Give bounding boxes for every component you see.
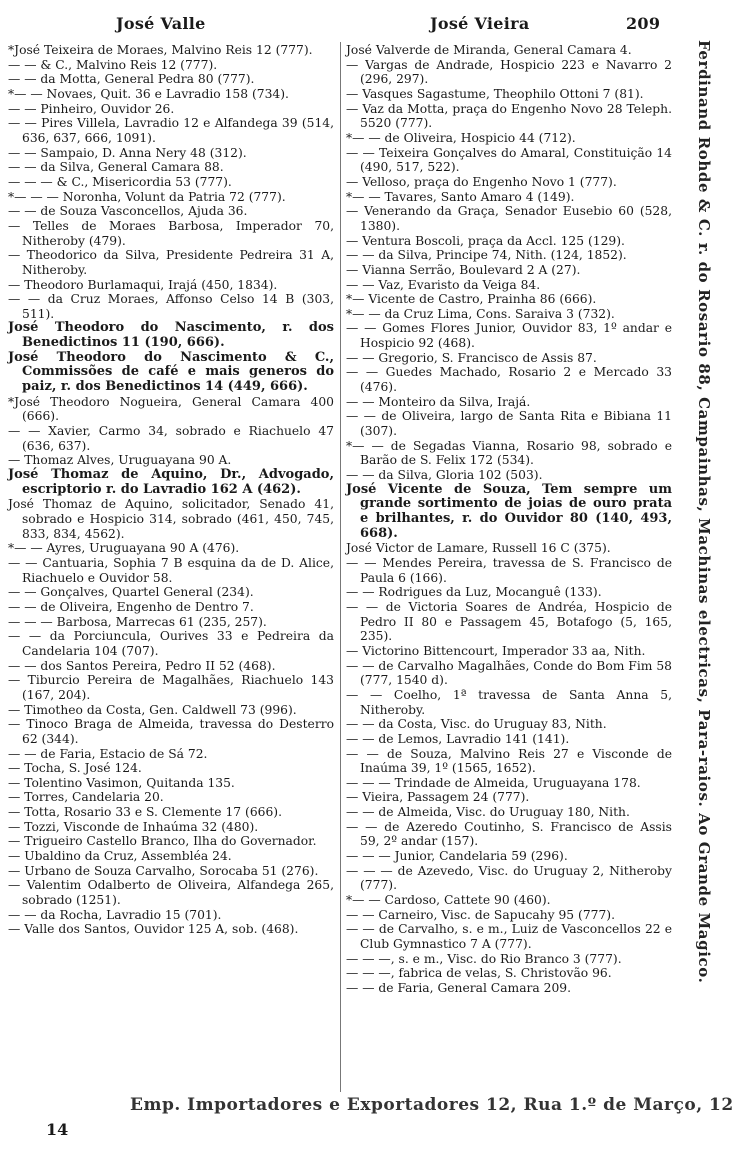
directory-entry: — — de Carvalho Magalhães, Conde do Bom Fim 58 (777, 1540 d). — [346, 658, 672, 688]
directory-entry: — Valentim Odalberto de Oliveira, Alfandega 265, sobrado (1251). — [8, 878, 334, 908]
directory-entry: — — Monteiro da Silva, Irajá. — [346, 394, 531, 409]
directory-entry: — — dos Santos Pereira, Pedro II 52 (468). — [8, 658, 276, 673]
directory-entry: — — & C., Malvino Reis 12 (777). — [8, 57, 218, 72]
directory-entry: — Torres, Candelaria 20. — [8, 790, 164, 805]
directory-entry: — — Mendes Pereira, travessa de S. Francisco de Paula 6 (166). — [346, 555, 672, 585]
directory-entry: — — Guedes Machado, Rosario 2 e Mercado 33 (476). — [346, 365, 672, 395]
directory-entry: — — —, fabrica de velas, S. Christovão 96. — [346, 966, 612, 981]
directory-entry: — — de Oliveira, Engenho de Dentro 7. — [8, 599, 254, 614]
directory-entry: *— — Novaes, Quit. 36 e Lavradio 158 (734). — [8, 86, 289, 101]
directory-entry: — — de Souza Vasconcellos, Ajuda 36. — [8, 204, 248, 219]
directory-entry: — — de Azeredo Coutinho, S. Francisco de Assis 59, 2º andar (157). — [346, 819, 672, 849]
left-column — [8, 43, 334, 937]
directory-entry: — Velloso, praça do Engenho Novo 1 (777). — [346, 174, 617, 189]
directory-entry: — — Cantuaria, Sophia 7 B esquina da de D. Alice, Riachuelo e Ouvidor 58. — [8, 555, 334, 585]
directory-entry: — — Pires Villela, Lavradio 12 e Alfandega 39 (514, 636, 637, 666, 1091). — [8, 116, 334, 145]
directory-entry: — — da Rocha, Lavradio 15 (701). — [8, 907, 222, 922]
directory-entry: — — de Oliveira, largo de Santa Rita e Bibiana 11 (307). — [346, 409, 672, 439]
directory-entry: — Vieira, Passagem 24 (777). — [346, 790, 530, 805]
directory-entry: — — —, s. e m., Visc. do Rio Branco 3 (777). — [346, 951, 622, 966]
directory-entry: *— — Cardoso, Cattete 90 (460). — [346, 893, 551, 908]
directory-entry: — — — de Azevedo, Visc. do Uruguay 2, Nitheroby (777). — [346, 863, 672, 893]
directory-entry: — — Pinheiro, Ouvidor 26. — [8, 101, 175, 116]
directory-entry: *— — — Noronha, Volunt da Patria 72 (777). — [8, 189, 286, 204]
side-advertisement — [676, 40, 732, 1090]
directory-entry: — Vaz da Motta, praça do Engenho Novo 28 Teleph. 5520 (777). — [346, 101, 672, 131]
header-right-name: José Vieira — [430, 14, 530, 33]
directory-entry: — Urbano de Souza Carvalho, Sorocaba 51 (276). — [8, 863, 319, 878]
directory-entry: — — Vaz, Evaristo da Veiga 84. — [346, 277, 541, 292]
directory-entry: — — da Silva, General Camara 88. — [8, 160, 224, 175]
directory-entry: — — da Motta, General Pedra 80 (777). — [8, 72, 255, 87]
directory-entry: — Ubaldino da Cruz, Assembléa 24. — [8, 849, 232, 864]
directory-entry: — — da Silva, Gloria 102 (503). — [346, 468, 543, 483]
directory-entry: — — da Cruz Moraes, Affonso Celso 14 B (303, 511). — [8, 292, 334, 321]
directory-entry: *José Theodoro Nogueira, General Camara 400 (666). — [8, 394, 334, 424]
directory-entry: José Theodoro do Nascimento, r. dos Benedictinos 11 (190, 666). — [8, 320, 334, 351]
directory-entry: — — de Victoria Soares de Andréa, Hospicio de Pedro II 80 e Passagem 45, Botafogo (5, 165, 235). — [346, 599, 672, 644]
directory-entry: — Totta, Rosario 33 e S. Clemente 17 (666). — [8, 805, 282, 820]
directory-entry: — Theodoro Burlamaqui, Irajá (450, 1834). — [8, 277, 278, 292]
directory-entry: — — Gregorio, S. Francisco de Assis 87. — [346, 350, 597, 365]
directory-entry: — Timotheo da Costa, Gen. Caldwell 73 (996). — [8, 702, 297, 717]
directory-entry: José Vicente de Souza, Tem sempre um grande sortimento de joias de ouro prata e brilhantes, r. do Ouvidor 80 (140, 493, 668). — [346, 481, 672, 541]
column-divider — [340, 42, 341, 1092]
directory-entry: — — Carneiro, Visc. de Sapucahy 95 (777). — [346, 907, 616, 922]
directory-entry: — — Teixeira Gonçalves do Amaral, Constituição 14 (490, 517, 522). — [346, 145, 672, 175]
directory-entry: — Theodorico da Silva, Presidente Pedreira 31 A, Nitheroby. — [8, 248, 334, 277]
directory-entry: — — de Faria, Estacio de Sá 72. — [8, 746, 208, 761]
directory-entry: — — — Trindade de Almeida, Uruguayana 178. — [346, 775, 641, 790]
directory-entry: — Tinoco Braga de Almeida, travessa do Desterro 62 (344). — [8, 717, 334, 746]
directory-entry: — — Sampaio, D. Anna Nery 48 (312). — [8, 145, 247, 160]
directory-entry: — Tolentino Vasimon, Quitanda 135. — [8, 775, 235, 790]
directory-entry: — Vargas de Andrade, Hospicio 223 e Navarro 2 (296, 297). — [346, 57, 672, 87]
directory-entry: — — de Lemos, Lavradio 141 (141). — [346, 731, 570, 746]
directory-entry: José Valverde de Miranda, General Camara 4. — [346, 43, 632, 57]
directory-entry: — Ventura Boscoli, praça da Accl. 125 (129). — [346, 233, 625, 248]
right-column — [346, 43, 672, 996]
directory-entry: José Thomaz de Aquino, solicitador, Senado 41, sobrado e Hospicio 314, sobrado (461, 450, 745, 833, 834, 4562). — [8, 497, 334, 541]
directory-entry: *José Teixeira de Moraes, Malvino Reis 12 (777). — [8, 43, 313, 57]
directory-entry: — — Xavier, Carmo 34, sobrado e Riachuelo 47 (636, 637). — [8, 424, 334, 453]
directory-entry: José Victor de Lamare, Russell 16 C (375). — [346, 541, 611, 556]
directory-entry: — — Gonçalves, Quartel General (234). — [8, 585, 254, 600]
footer-advertisement: Emp. Importadores e Exportadores 12, Rua 1.º de Março, 12 — [130, 1095, 734, 1115]
directory-entry: José Theodoro do Nascimento & C., Commissões de café e mais generos do paiz, r. dos Benedictinos 14 (449, 666). — [8, 349, 334, 395]
directory-entry: *— Vicente de Castro, Prainha 86 (666). — [346, 292, 597, 307]
directory-entry: — Vianna Serrão, Boulevard 2 A (27). — [346, 262, 581, 277]
directory-entry: — — Coelho, 1ª travessa de Santa Anna 5, Nitheroby. — [346, 687, 672, 717]
directory-entry: — Valle dos Santos, Ouvidor 125 A, sob. (468). — [8, 922, 299, 937]
directory-entry: — — de Carvalho, s. e m., Luiz de Vasconcellos 22 e Club Gymnastico 7 A (777). — [346, 922, 672, 952]
directory-entry: *— — de Segadas Vianna, Rosario 98, sobrado e Barão de S. Felix 172 (534). — [346, 438, 672, 468]
directory-entry: — Trigueiro Castello Branco, Ilha do Governador. — [8, 834, 317, 849]
directory-entry: — Thomaz Alves, Uruguayana 90 A. — [8, 453, 232, 468]
directory-entry: — — — Junior, Candelaria 59 (296). — [346, 849, 568, 864]
directory-entry: — Tiburcio Pereira de Magalhães, Riachuelo 143 (167, 204). — [8, 673, 334, 702]
header-left-name: José Valle — [116, 14, 206, 33]
directory-entry: — Tocha, S. José 124. — [8, 761, 142, 776]
directory-entry: — Tozzi, Visconde de Inhaúma 32 (480). — [8, 819, 259, 834]
directory-entry: — — de Faria, General Camara 209. — [346, 981, 572, 995]
page-number: 209 — [626, 14, 661, 33]
directory-entry: — Telles de Moraes Barbosa, Imperador 70, Nitheroby (479). — [8, 218, 334, 248]
directory-entry: — Venerando da Graça, Senador Eusebio 60 (528, 1380). — [346, 204, 672, 233]
directory-entry: *— — da Cruz Lima, Cons. Saraiva 3 (732). — [346, 306, 615, 321]
signature-mark: 14 — [46, 1120, 69, 1139]
side-advertisement-text: Ferdinand Rohde & C. r. do Rosario 88, Campainhas, Machinas electricas, Para-raios. Ao Grande Magico. — [695, 40, 713, 984]
directory-entry: — — da Porciuncula, Ourives 33 e Pedreira da Candelaria 104 (707). — [8, 629, 334, 658]
directory-entry: *— — Ayres, Uruguayana 90 A (476). — [8, 541, 240, 556]
directory-entry: — — Gomes Flores Junior, Ouvidor 83, 1º andar e Hospicio 92 (468). — [346, 321, 672, 351]
directory-entry: — — — Barbosa, Marrecas 61 (235, 257). — [8, 614, 267, 629]
directory-entry: — — — & C., Misericordia 53 (777). — [8, 174, 232, 189]
directory-entry: — — da Silva, Principe 74, Nith. (124, 1852). — [346, 248, 627, 263]
directory-entry: — Victorino Bittencourt, Imperador 33 aa, Nith. — [346, 643, 646, 658]
directory-entry: — — de Souza, Malvino Reis 27 e Visconde de Inaúma 39, 1º (1565, 1652). — [346, 746, 672, 776]
directory-entry: — — da Costa, Visc. do Uruguay 83, Nith. — [346, 717, 607, 732]
directory-entry: *— — de Oliveira, Hospicio 44 (712). — [346, 130, 576, 145]
directory-entry: — — de Almeida, Visc. do Uruguay 180, Nith. — [346, 805, 630, 820]
directory-entry: — Vasques Sagastume, Theophilo Ottoni 7 (81). — [346, 86, 644, 101]
directory-entry: José Thomaz de Aquino, Dr., Advogado, escriptorio r. do Lavradio 162 A (462). — [8, 467, 334, 497]
directory-entry: *— — Tavares, Santo Amaro 4 (149). — [346, 189, 575, 204]
directory-entry: — — Rodrigues da Luz, Mocanguê (133). — [346, 585, 602, 600]
